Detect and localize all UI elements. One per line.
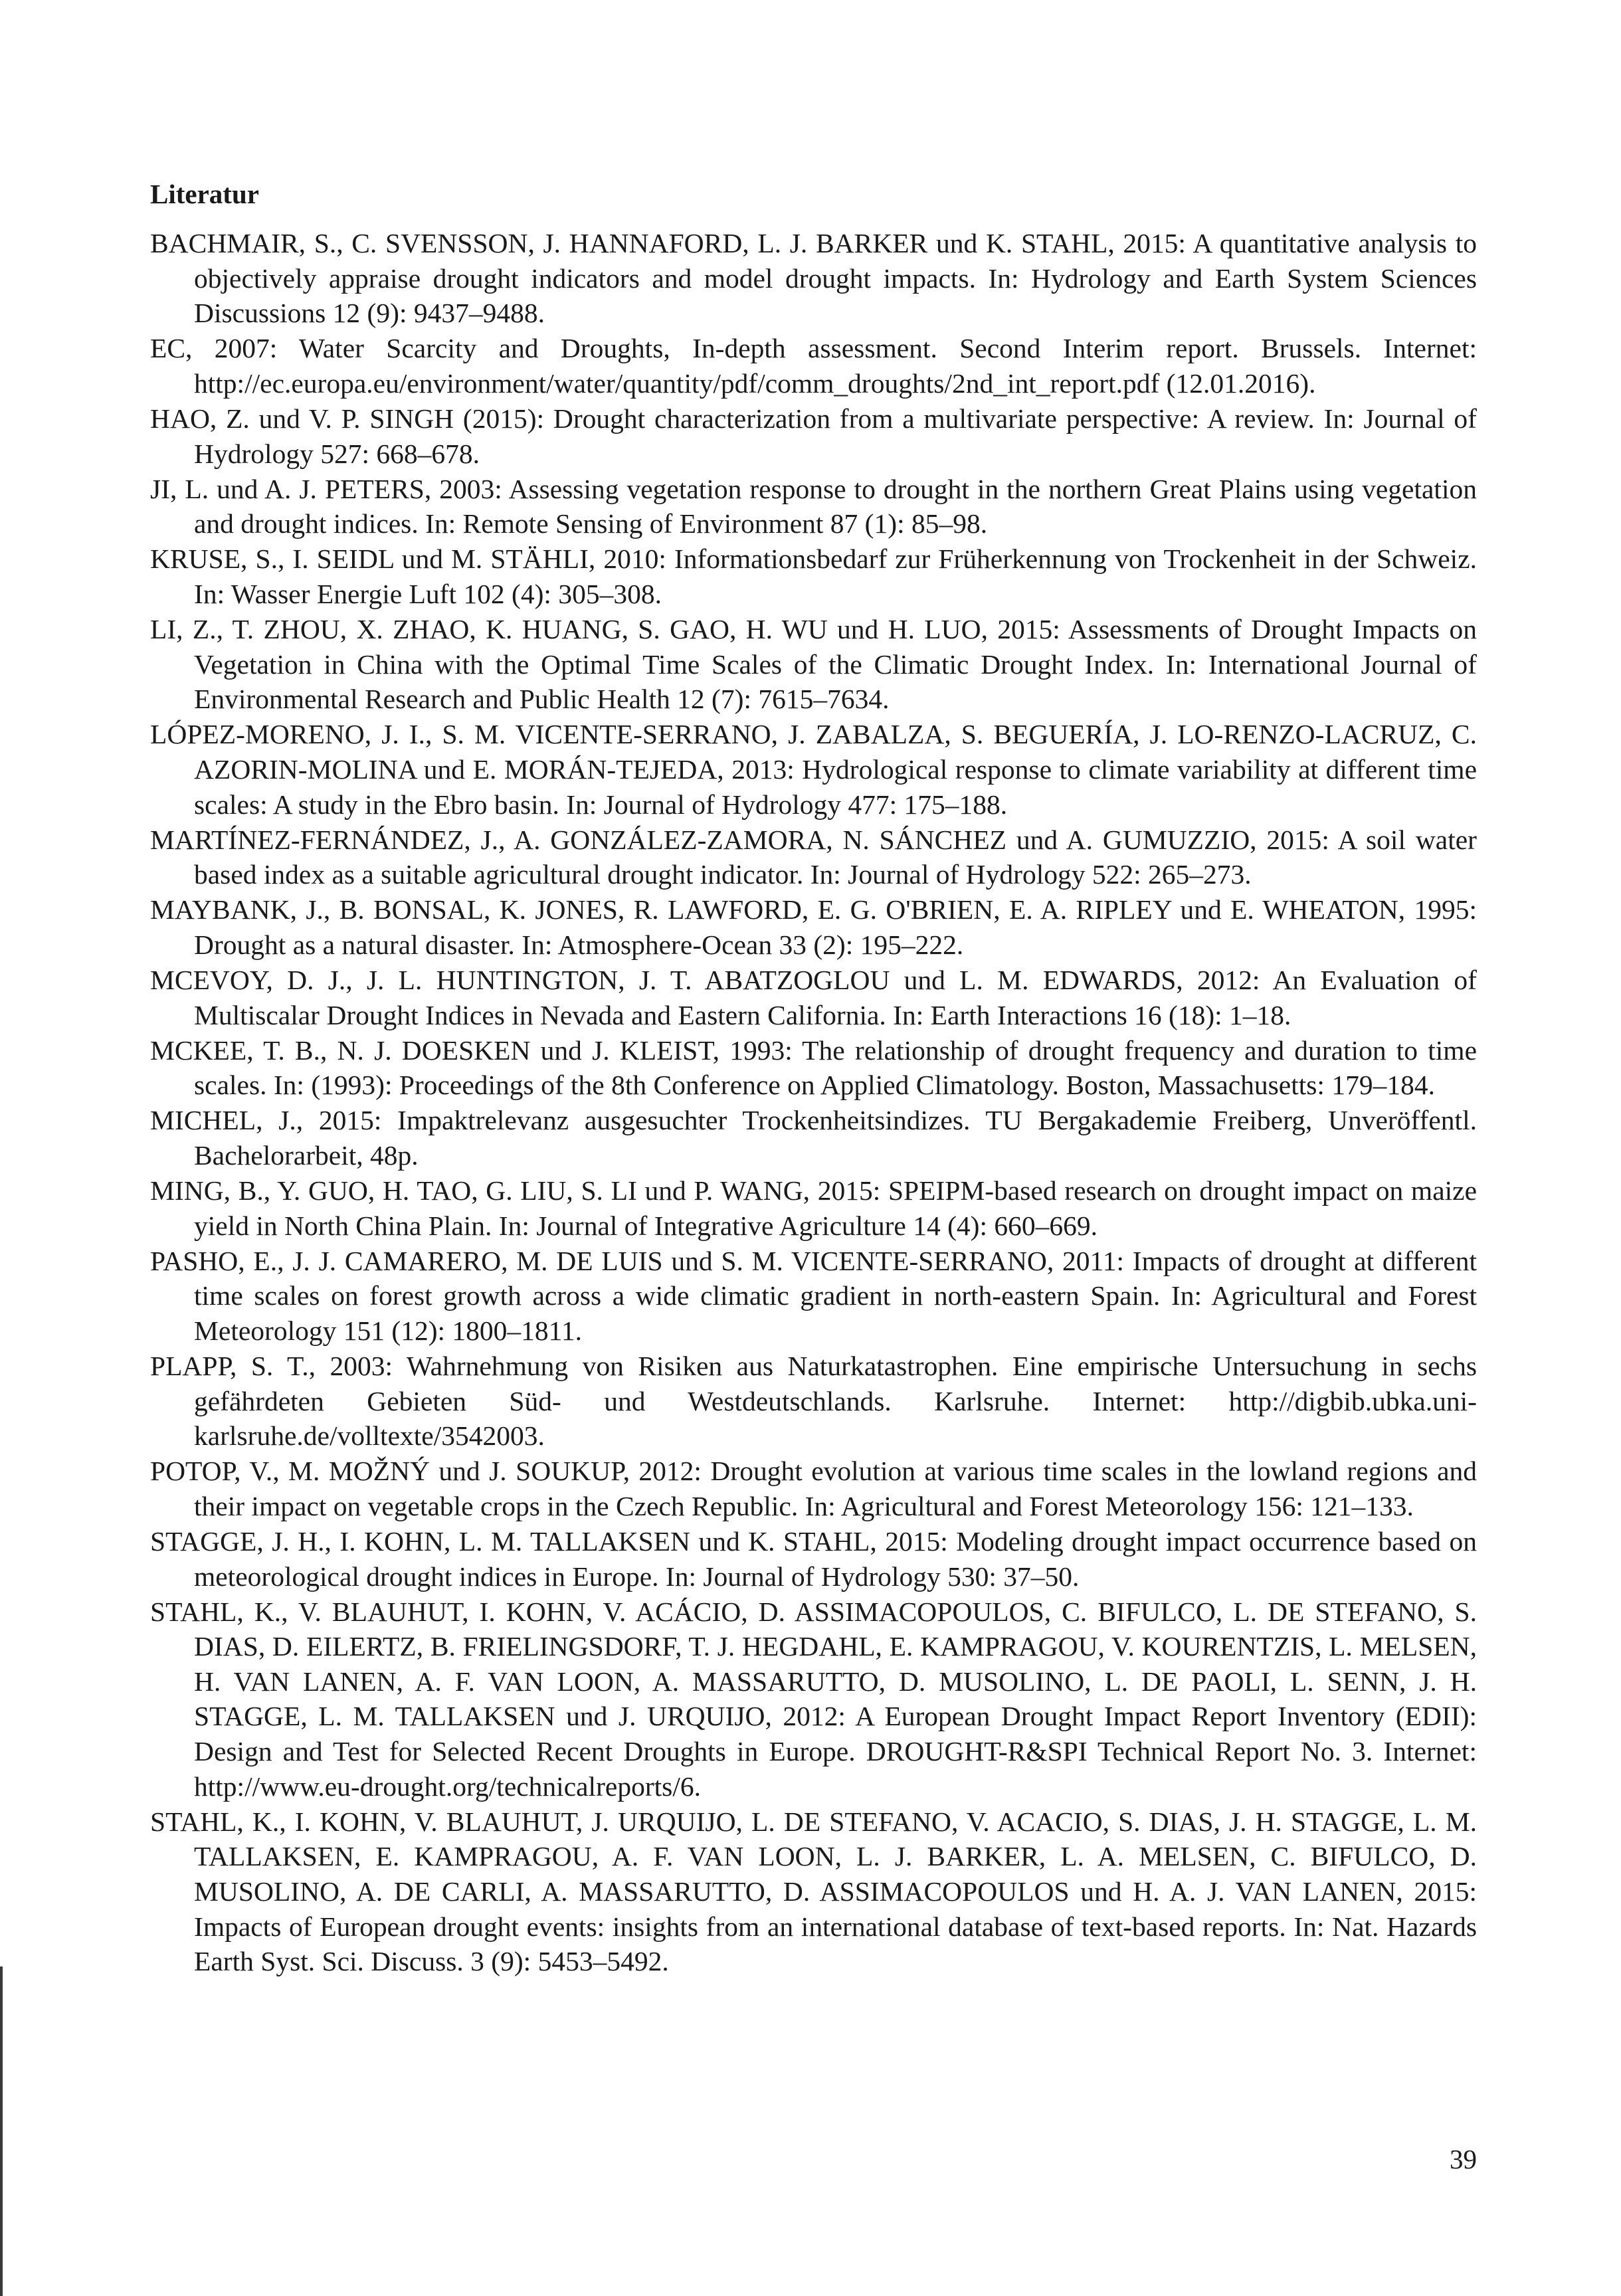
reference-entry: MING, B., Y. GUO, H. TAO, G. LIU, S. LI und P. WANG, 2015: SPEIPM-based research on drought impact on maize yield in North China Plain. In: Journal of Integrative Agriculture 14 (4): 660–669. xyxy=(150,1175,1477,1241)
reference-entry: MCEVOY, D. J., J. L. HUNTINGTON, J. T. ABATZOGLOU und L. M. EDWARDS, 2012: An Evaluation of Multiscalar Drought Indices in Nevada and Eastern California. In: Earth Interactions 16 (18): 1–18. xyxy=(150,964,1477,1030)
reference-entry: MAYBANK, J., B. BONSAL, K. JONES, R. LAWFORD, E. G. O'BRIEN, E. A. RIPLEY und E. WHEATON, 1995: Drought as a natural disaster. In: Atmosphere-Ocean 33 (2): 195–222. xyxy=(150,894,1477,960)
reference-entry: LI, Z., T. ZHOU, X. ZHAO, K. HUANG, S. GAO, H. WU und H. LUO, 2015: Assessments of Drought Impacts on Vegetation in China with the Optimal Time Scales of the Climatic Drought Index. In: International Journal of Environmental Research and Public Health 12 (7): 7615–7634. xyxy=(150,614,1477,715)
reference-entry: EC, 2007: Water Scarcity and Droughts, In-depth assessment. Second Interim report. Brussels. Internet: http://ec.europa.eu/environment/water/quantity/pdf/comm_droughts/2nd_int_report.pdf (12.01.2016). xyxy=(150,333,1477,399)
reference-entry: STAHL, K., I. KOHN, V. BLAUHUT, J. URQUIJO, L. DE STEFANO, V. ACACIO, S. DIAS, J. H. STAGGE, L. M. TALLAKSEN, E. KAMPRAGOU, A. F. VAN LOON, L. J. BARKER, L. A. MELSEN, C. BIFULCO, D. MUSOLINO, A. DE CARLI, A. MASSARUTTO, D. ASSIMACOPOULOS und H. A. J. VAN LANEN, 2015: Impacts of European drought events: insights from an international database of text-based reports. In: Nat. Hazards Earth Syst. Sci. Discuss. 3 (9): 5453–5492. xyxy=(150,1806,1477,1977)
reference-entry: BACHMAIR, S., C. SVENSSON, J. HANNAFORD, L. J. BARKER und K. STAHL, 2015: A quantitative analysis to objectively appraise drought indicators and model drought impacts. In: Hydrology and Earth System Sciences Discussions 12 (9): 9437–9488. xyxy=(150,228,1477,329)
reference-entry: STAHL, K., V. BLAUHUT, I. KOHN, V. ACÁCIO, D. ASSIMACOPOULOS, C. BIFULCO, L. DE STEFANO, S. DIAS, D. EILERTZ, B. FRIELINGSDORF, T. J. HEGDAHL, E. KAMPRAGOU, V. KOURENTZIS, L. MELSEN, H. VAN LANEN, A. F. VAN LOON, A. MASSARUTTO, D. MUSOLINO, L. DE PAOLI, L. SENN, J. H. STAGGE, L. M. TALLAKSEN und J. URQUIJO, 2012: A European Drought Impact Report Inventory (EDII): Design and Test for Selected Recent Droughts in Europe. DROUGHT-R&SPI Technical Report No. 3. Internet: http://www.eu-drought.org/technicalreports/6. xyxy=(150,1596,1477,1802)
reference-entry: JI, L. und A. J. PETERS, 2003: Assessing vegetation response to drought in the northern Great Plains using vegetation and drought indices. In: Remote Sensing of Environment 87 (1): 85–98. xyxy=(150,473,1477,539)
reference-entry: HAO, Z. und V. P. SINGH (2015): Drought characterization from a multivariate perspective: A review. In: Journal of Hydrology 527: 668–678. xyxy=(150,403,1477,469)
reference-entry: MICHEL, J., 2015: Impaktrelevanz ausgesuchter Trockenheitsindizes. TU Bergakademie Freiberg, Unveröffentl. Bachelorarbeit, 48p. xyxy=(150,1105,1477,1171)
reference-entry: STAGGE, J. H., I. KOHN, L. M. TALLAKSEN und K. STAHL, 2015: Modeling drought impact occurrence based on meteorological drought indices in Europe. In: Journal of Hydrology 530: 37–50. xyxy=(150,1525,1477,1592)
reference-entry: KRUSE, S., I. SEIDL und M. STÄHLI, 2010: Informationsbedarf zur Früherkennung von Trockenheit in der Schweiz. In: Wasser Energie Luft 102 (4): 305–308. xyxy=(150,543,1477,609)
reference-list xyxy=(150,226,1477,1979)
reference-entry: PASHO, E., J. J. CAMARERO, M. DE LUIS und S. M. VICENTE-SERRANO, 2011: Impacts of drought at different time scales on forest growth across a wide climatic gradient in north-eastern Spain. In: Agricultural and Forest Meteorology 151 (12): 1800–1811. xyxy=(150,1245,1477,1346)
reference-entry: POTOP, V., M. MOŽNÝ und J. SOUKUP, 2012: Drought evolution at various time scales in the lowland regions and their impact on vegetable crops in the Czech Republic. In: Agricultural and Forest Meteorology 156: 121–133. xyxy=(150,1456,1477,1521)
reference-entry: PLAPP, S. T., 2003: Wahrnehmung von Risiken aus Naturkatastrophen. Eine empirische Untersuchung in sechs gefährdeten Gebieten Süd- und Westdeutschlands. Karlsruhe. Internet: http://digbib.ubka.uni-karlsruhe.de/volltexte/3542003. xyxy=(150,1351,1477,1452)
reference-entry: LÓPEZ-MORENO, J. I., S. M. VICENTE-SERRANO, J. ZABALZA, S. BEGUERÍA, J. LO-RENZO-LACRUZ, C. AZORIN-MOLINA und E. MORÁN-TEJEDA, 2013: Hydrological response to climate variability at different time scales: A study in the Ebro basin. In: Journal of Hydrology 477: 175–188. xyxy=(150,719,1477,820)
scan-edge-shadow xyxy=(0,1966,3,2296)
page-number: 39 xyxy=(1450,2144,1477,2174)
reference-entry: MCKEE, T. B., N. J. DOESKEN und J. KLEIST, 1993: The relationship of drought frequency and duration to time scales. In: (1993): Proceedings of the 8th Conference on Applied Climatology. Boston, Massachusetts: 179–184. xyxy=(150,1034,1477,1101)
section-heading: Literatur xyxy=(150,179,259,209)
reference-entry: MARTÍNEZ-FERNÁNDEZ, J., A. GONZÁLEZ-ZAMORA, N. SÁNCHEZ und A. GUMUZZIO, 2015: A soil water based index as a suitable agricultural drought indicator. In: Journal of Hydrology 522: 265–273. xyxy=(150,824,1477,890)
